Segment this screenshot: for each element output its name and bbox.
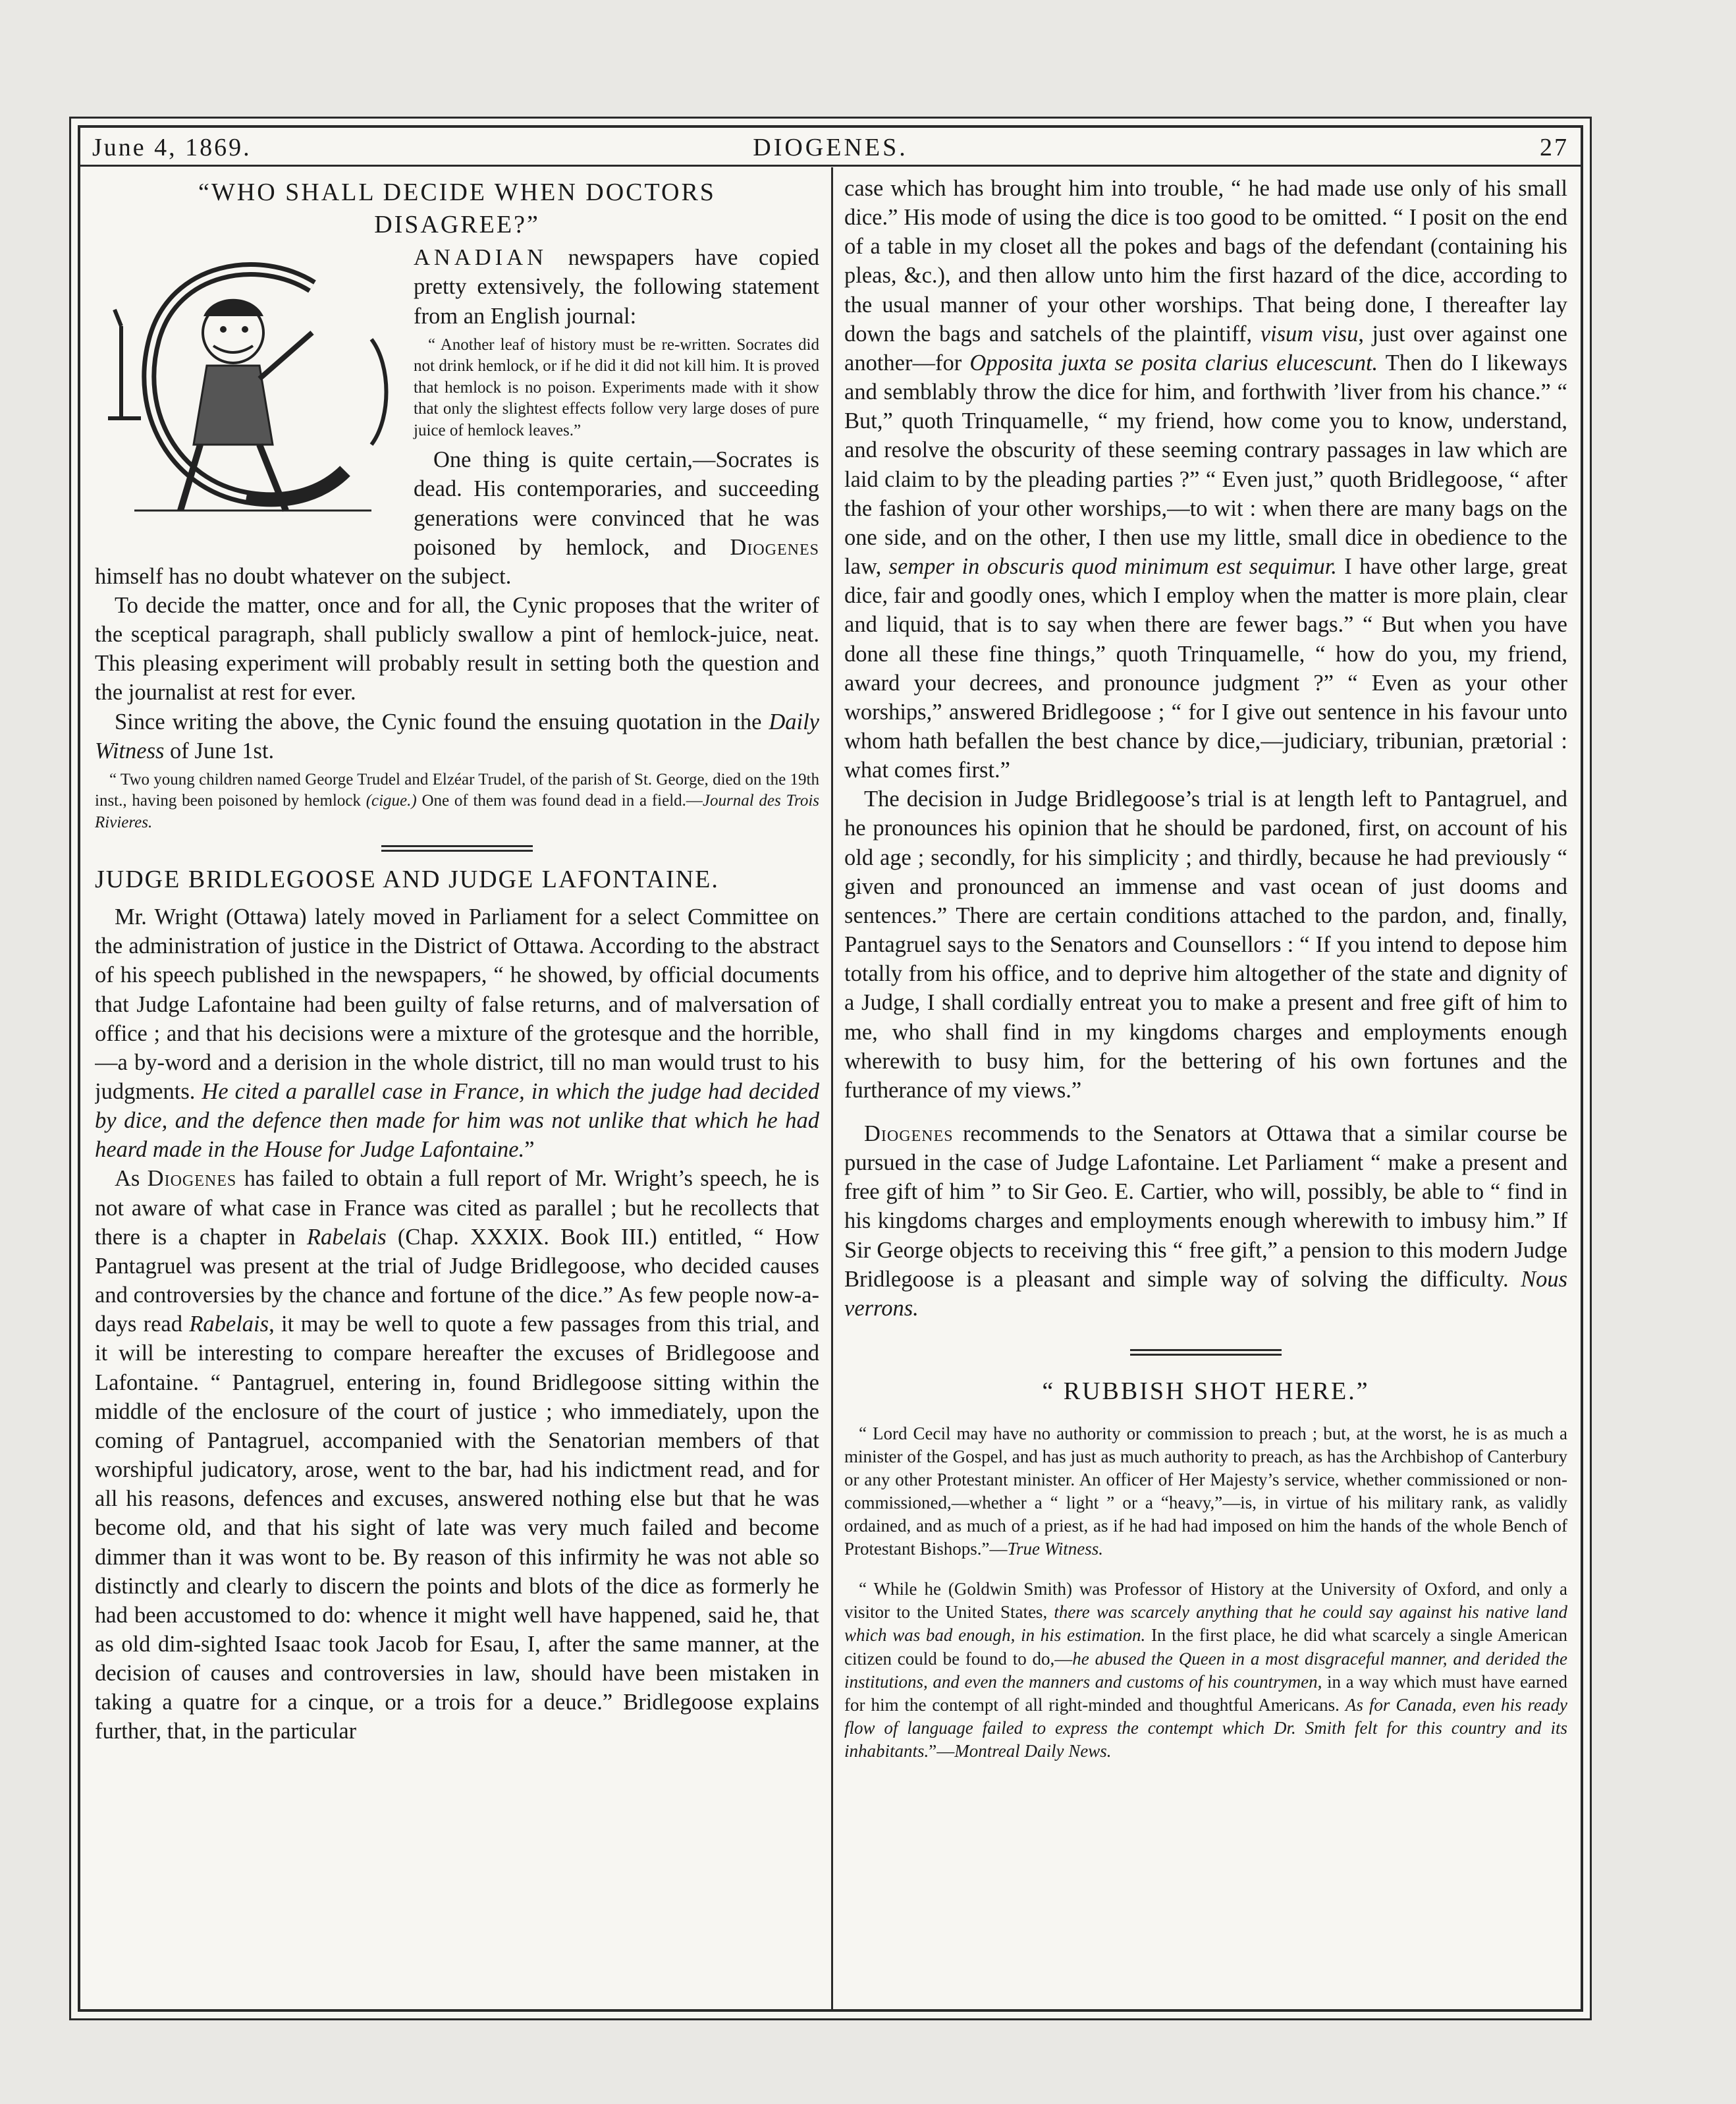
article-bridlegoose <box>95 864 819 1746</box>
paragraph-text: newspapers have copied pretty extensively, the following statement from an English journal: <box>414 245 819 329</box>
diogenes-name: Diogenes <box>864 1121 954 1146</box>
text: As <box>115 1166 148 1192</box>
block-quote <box>844 1578 1567 1763</box>
text: Opposita juxta se posita clarius elucescunt. <box>969 350 1378 375</box>
text: semper in obscuris quod minimum est sequimur. <box>888 554 1337 580</box>
text: , it may be well to quote a few passages from this trial, and it will be interesting to compare hereafter the excuses of Bridlegoose and Lafontaine. “ Pantagruel, entering in, found Bridlegoose sitting within the middle of the enclosure of the court of justice ; who immediately, upon the coming of Pantagruel, accompanied with the Senatorian members of that worshipful judicatory, arose, went to the bar, had his indictment read, and for all his reasons, defences and excuses, answered nothing else but that he was become old, and that his sight of late was very much failed and become dimmer than it was wont to be. By reason of this infirmity he was not able so distinctly and clearly to discern the points and blots of the dice as formerly he had been accustomed to do: whence it might well have happened, said he, that as old dim-sighted Isaac took Jacob for Esau, I, after the same manner, at the decision of causes and controversies in law, should have been mistaken in taking a quatre for a cinque, or a trois for a deuce.” Bridlegoose explains further, that, in the particular <box>95 1312 819 1744</box>
text: “ Two young children named George Trudel and Elzéar Trudel, of the parish of St. George, died on the 19th inst., having been poisoned by hemlock <box>95 770 819 810</box>
text: “ While he (Goldwin Smith) was Professor of History at the University of Oxford, and only a visitor to the United States, <box>844 1579 1567 1622</box>
text: of June 1st. <box>164 738 275 763</box>
text: case which has brought him into trouble, “ he had made use only of his small dice.” His mode of using the dice is too good to be omitted. “ I posit on the end of a table in my closet all the pokes and bags of the defendant (containing his pleas, &c.), and then allow unto him the first hazard of the dice, according to the usual manner of your other worships. That being done, I thereafter lay down the bags and satchels of the plaintiff, <box>844 176 1567 346</box>
right-column <box>844 174 1567 2000</box>
text: ”— <box>929 1740 955 1761</box>
book-title: Rabelais <box>306 1224 387 1250</box>
paragraph <box>95 902 819 1164</box>
drop-cap-opener: ANADIAN <box>414 245 547 271</box>
page-number: 27 <box>1540 134 1569 161</box>
quote-source: Journal des Trois Rivieres. <box>95 792 819 831</box>
issue-date: June 4, 1869. <box>92 134 252 161</box>
text: (Chap. XXXIX. Book III.) entitled, “ How Pantagruel was present at the trial of Judge Bridlegoose, who decided causes and controversies by the chance and fortune of the dice.” As few people now-a-days read <box>95 1224 819 1337</box>
text: himself has no doubt whatever on the subject. <box>95 563 512 589</box>
text: One thing is quite certain,—Socrates is dead. His contemporaries, and succeeding generations were convinced that he was poisoned by hemlock, and <box>414 447 819 560</box>
title-line-1: “WHO SHALL DECIDE WHEN DOCTORS <box>198 179 716 206</box>
section-title: “ RUBBISH SHOT HERE.” <box>1042 1377 1370 1406</box>
block-quote <box>95 769 819 834</box>
text: , just over against one another—for <box>844 321 1567 375</box>
masthead: DIOGENES. <box>753 134 908 161</box>
text: One of them was found dead in a field.— <box>416 792 703 810</box>
text: in a way which must have earned for him the contempt of all right-minded and thoughtful Americans. <box>844 1671 1567 1715</box>
column-divider <box>831 167 833 2009</box>
paragraph: The decision in Judge Bridlegoose’s trial is at length left to Pantagruel, and he pronounces his opinion that he should be pardoned, first, on account of his old age ; secondly, for his simplicity ; and thirdly, because he had previously “ given and pronounced an immense and vast ocean of just dooms and sentences.” There are certain conditions attached to the pardon, and, finally, Pantagruel says to the Senators and Counsellors : “ If you intend to depose him totally from his office, and to deprive him altogether of the state and dignity of a Judge, I shall cordially entreat you to make a present and free gift of him to me, who shall find in my kingdoms charges and employments enough wherewith to busy him, for the bettering of his own fortunes and the furtherance of my views.” <box>844 787 1567 1103</box>
text: recommends to the Senators at Ottawa that a similar course be pursued in the case of Judge Lafontaine. Let Parliament “ make a present and free gift of him ” to Sir Geo. E. Cartier, who will, possibly, be able to “ find in his kingdoms charges and employments enough wherewith to imbusy him.” If Sir George objects to receiving this “ free gift,” a pension to this modern Judge Bridlegoose is a pleasant and simple way of solving the difficulty. <box>844 1121 1567 1292</box>
quote-source: True Witness. <box>1007 1539 1104 1559</box>
drop-cap-illustration <box>95 247 404 537</box>
article-title: JUDGE BRIDLEGOOSE AND JUDGE LAFONTAINE. <box>95 866 719 894</box>
section-separator <box>1130 1349 1282 1356</box>
title-line-2: DISAGREE?” <box>374 210 540 238</box>
left-column <box>95 174 819 2000</box>
drop-cap-section <box>95 243 819 591</box>
text: In the first place, he did what scarcely a single American citizen could be found to do,— <box>844 1625 1567 1669</box>
book-title: Rabelais <box>189 1312 269 1337</box>
article-doctors <box>95 177 819 833</box>
text: Mr. Wright (Ottawa) lately moved in Parliament for a select Committee on the administration of justice in the District of Ottawa. According to the abstract of his speech published in the newspapers, “ he showed, by official documents that Judge Lafontaine had been guilty of false returns, and of malversation of office ; and that his decisions were a mixture of the grotesque and the horrible,—a by-word and a derision in the whole district, till no man would trust to his judgments. <box>95 904 819 1104</box>
text: (cigue.) <box>366 792 417 810</box>
text: has failed to obtain a full report of Mr. Wright’s speech, he is not aware of what case in France was cited as parallel ; but he recollects that there is a chapter in <box>95 1166 819 1250</box>
text: He cited a parallel case in France, in which the judge had decided by dice, and the defence then made for him was not unlike that which he had heard made in the House for Judge Lafontaine. <box>95 1079 819 1163</box>
block-quote: “ Another leaf of history must be re-written. Socrates did not drink hemlock, or if he did it did not kill him. It is proved that hemlock is no poison. Experiments made with it show that only the slightest effects follow very large doses of pure juice of hemlock leaves.” <box>414 335 819 439</box>
block-quote <box>844 1422 1567 1561</box>
paragraph <box>95 707 819 765</box>
text: ” <box>524 1137 535 1163</box>
paragraph <box>844 1119 1567 1323</box>
quote-source: Montreal Daily News. <box>954 1740 1112 1761</box>
diogenes-name: Diogenes <box>147 1166 237 1192</box>
page-header <box>80 128 1581 167</box>
text: As for Canada, even his ready flow of language failed to express the contempt which Dr. Smith felt for this country and its inhabitants. <box>844 1694 1567 1761</box>
text: he abused the Queen in a most disgraceful manner, and derided the institutions, and even the manners and customs of his countrymen, <box>844 1648 1567 1692</box>
paragraph <box>95 1164 819 1746</box>
paragraph <box>844 174 1567 785</box>
paragraph: To decide the matter, once and for all, the Cynic proposes that the writer of the sceptical paragraph, shall publicly swallow a pint of hemlock-juice, neat. This pleasing experiment will probably result in setting both the question and the journalist at rest for ever. <box>95 593 819 706</box>
rubbish-shot-here <box>844 1375 1567 1763</box>
newspaper-page <box>78 125 1583 2012</box>
newspaper-name: Daily Witness <box>95 709 819 763</box>
text: there was scarcely anything that he could say against his native land which was bad enough, in his estimation. <box>844 1602 1567 1646</box>
text: Then do I likeways and semblably throw the dice for him, and forthwith ’liver from his chance.” “ But,” quoth Trinquamelle, “ my friend, how come you to know, understand, and resolve the obscurity of these seeming contrary passages in law which are laid claim to by the pleading parties ?” “ Even just,” quoth Bridlegoose, “ after the fashion of your other worships,—to wit : when there are many bags on the one side, and on the other, I then use my little, small dice in obedience to the law, <box>844 350 1567 580</box>
text: visum visu <box>1260 321 1359 346</box>
text: Since writing the above, the Cynic found the ensuing quotation in the <box>115 709 769 734</box>
article-title <box>95 177 819 240</box>
text: I have other large, great dice, fair and goodly ones, which I employ when the matter is more plain, clear and liquid, that is to say when there are fewer bags.” “ But when you have done all these fine things,” quoth Trinquamelle, “ how do you, my friend, award your decrees, and pronounce judgment ?” “ Even as your other worships,” answered Bridlegoose ; “ for I give out sentence in his favour unto whom hath befallen the best chance by dice,—judiciary, tribunian, prætorial : what comes first.” <box>844 554 1567 783</box>
text: “ Lord Cecil may have no authority or commission to preach ; but, at the worst, he is as much a minister of the Gospel, and has just as much authority to preach, as has the Archbishop of Canterbury or any other Protestant minister. An officer of Her Majesty’s service, whether commissioned or non-commissioned,—whether a “ light ” or a “heavy,”—is, in virtue of his military rank, as validly ordained, and as much of a priest, as if he had had imposed on him the hands of the whole Bench of Protestant Bishops.”— <box>844 1423 1567 1559</box>
section-separator <box>381 845 533 852</box>
text: Nous verrons. <box>844 1266 1567 1321</box>
diogenes-name: Diogenes <box>730 534 819 560</box>
